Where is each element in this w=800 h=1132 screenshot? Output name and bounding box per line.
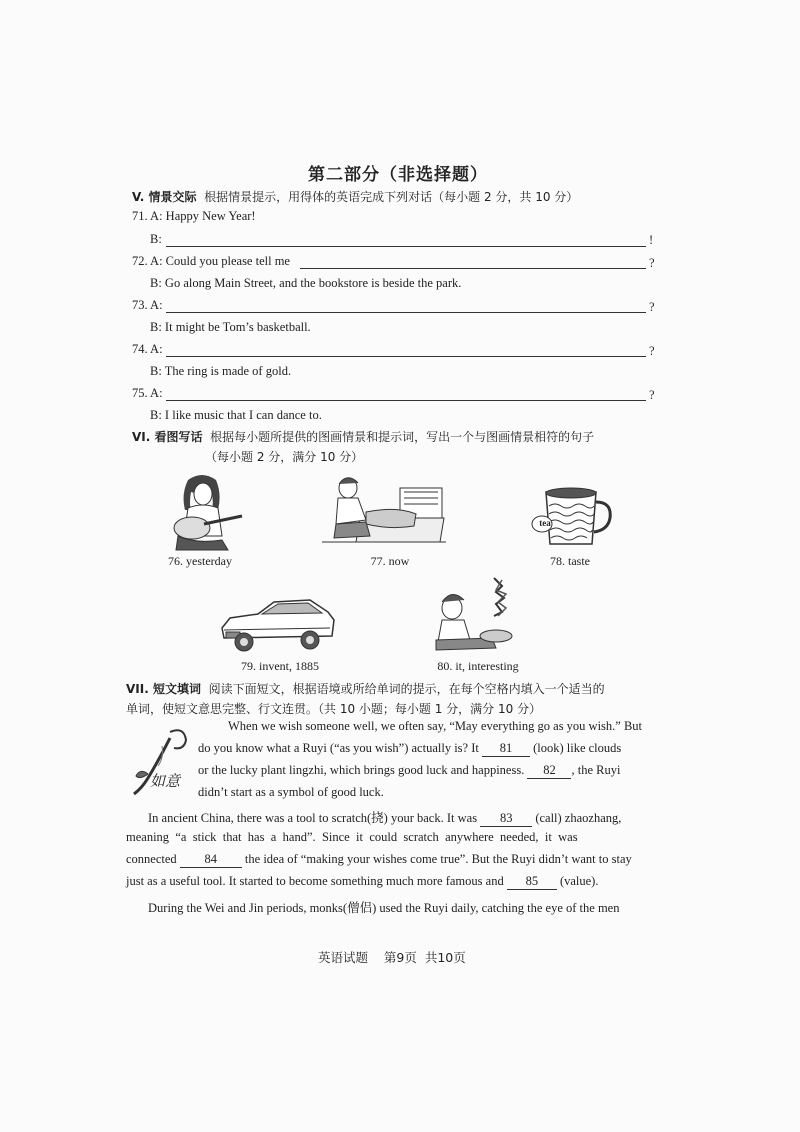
caption-77: 77. now <box>370 554 410 568</box>
cup-label: tea <box>539 518 551 528</box>
footer-page: 第9页 <box>383 950 417 965</box>
p2-line3-text: connected <box>126 852 177 866</box>
p2-line3-end: the idea of “making your wishes come true”. But the Ruyi didn’t want to stay <box>244 852 632 866</box>
q74-a-end: ? <box>649 344 655 358</box>
p2-line1-text: In ancient China, there was a tool to scratch(挠) your back. It was <box>148 811 478 825</box>
section5-header <box>132 188 578 205</box>
blank-83[interactable]: 83 <box>480 811 532 827</box>
q75-a-end: ? <box>649 388 655 402</box>
caption-79: 79. invent, 1885 <box>241 659 319 673</box>
blank-82[interactable]: 82 <box>527 763 571 779</box>
section6-header <box>132 428 594 445</box>
q72-b: B: Go along Main Street, and the bookstore is beside the park. <box>150 276 462 290</box>
blank-84[interactable]: 84 <box>180 852 242 868</box>
caption-78: 78. taste <box>550 554 590 568</box>
section7-label: VII. 短文填词 <box>126 682 201 696</box>
boy-playing-illustration <box>432 576 524 656</box>
q74-answer-line[interactable] <box>166 356 646 357</box>
caption-76: 76. yesterday <box>168 554 232 568</box>
p2-line4-end: (value). <box>559 874 599 888</box>
caption-80: 80. it, interesting <box>437 659 519 673</box>
boy-making-bed-illustration <box>320 474 448 554</box>
q73-answer-line[interactable] <box>166 312 646 313</box>
section7-header <box>126 680 605 697</box>
section6-instruction: 根据每小题所提供的图画情景和提示词，写出一个与图画情景相符的句子 <box>210 430 595 444</box>
p2-line4 <box>126 874 598 890</box>
footer-subject: 英语试题 <box>318 950 369 965</box>
p1-line2-text: do you know what a Ruyi (“as you wish”) actually is? It <box>198 741 479 755</box>
p1-line2 <box>198 741 621 757</box>
q71-answer-line[interactable] <box>166 246 646 247</box>
q71-b-end: ! <box>649 233 654 247</box>
blank-81[interactable]: 81 <box>482 741 530 757</box>
section6-label: VI. 看图写话 <box>132 430 203 444</box>
q72-a: 72. A: Could you please tell me <box>132 254 290 268</box>
footer-total: 共10页 <box>424 950 466 965</box>
q74-a: 74. A: <box>132 342 163 356</box>
q75-b: B: I like music that I can dance to. <box>150 408 322 422</box>
q73-a: 73. A: <box>132 298 163 312</box>
part-title: 第二部分（非选择题） <box>308 165 488 185</box>
car-illustration <box>218 598 336 656</box>
q75-a: 75. A: <box>132 386 163 400</box>
p3-line1: During the Wei and Jin periods, monks(僧侣) used the Ruyi daily, catching the eye of the men <box>148 901 620 915</box>
section5-label: V. 情景交际 <box>132 190 197 204</box>
section5-instruction: 根据情景提示，用得体的英语完成下列对话（每小题 2 分，共 10 分） <box>204 190 579 204</box>
ruyi-calligraphy: 如意 <box>150 772 181 790</box>
q71-b-label: B: <box>150 232 162 246</box>
q72-a-end: ? <box>649 256 655 270</box>
q71-a: 71. A: Happy New Year! <box>132 209 256 223</box>
blank-85[interactable]: 85 <box>507 874 557 890</box>
q73-b: B: It might be Tom’s basketball. <box>150 320 311 334</box>
q72-answer-line[interactable] <box>300 268 646 269</box>
section7-instruction: 阅读下面短文，根据语境或所给单词的提示，在每个空格内填入一个适当的 <box>208 682 605 696</box>
section6-instruction2: （每小题 2 分，满分 10 分） <box>205 450 364 464</box>
girl-guitar-illustration <box>158 472 248 552</box>
q74-b: B: The ring is made of gold. <box>150 364 292 378</box>
p1-line4: didn’t start as a symbol of good luck. <box>198 785 384 799</box>
section7-instruction2: 单词，使短文意思完整、行文连贯。（共 10 小题；每小题 1 分，满分 10 分） <box>126 702 542 716</box>
q75-answer-line[interactable] <box>166 400 646 401</box>
p1-line1: When we wish someone well, we often say, “May everything go as you wish.” But <box>228 719 643 733</box>
p1-line3 <box>198 763 620 779</box>
p2-line3 <box>126 852 632 868</box>
p2-line4-text: just as a useful tool. It started to become something much more famous and <box>126 874 504 888</box>
p1-line3-end: , the Ruyi <box>571 763 621 777</box>
p2-line2: meaning “a stick that has a hand”. Since it could scratch anywhere needed, it was <box>126 830 578 844</box>
p2-line1-end: (call) zhaozhang, <box>535 811 622 825</box>
p1-line3-text: or the lucky plant lingzhi, which brings good luck and happiness. <box>198 763 525 777</box>
q73-a-end: ? <box>649 300 655 314</box>
page-footer <box>318 948 466 966</box>
p2-line1 <box>148 808 621 827</box>
p1-line2-end: (look) like clouds <box>533 741 622 755</box>
